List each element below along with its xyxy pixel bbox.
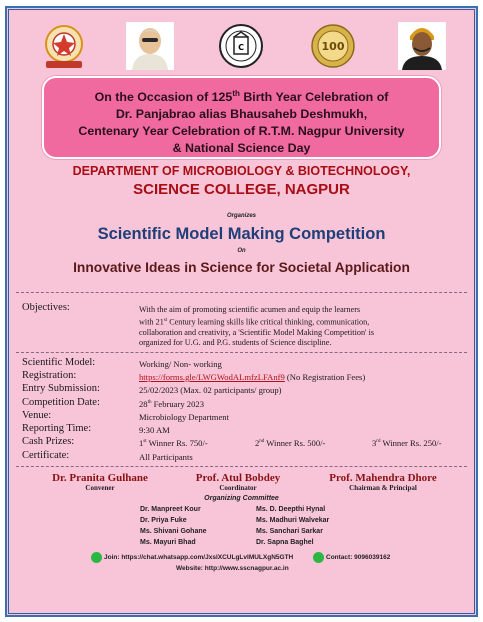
convener-role: Convener (85, 484, 115, 492)
divider-bottom (16, 466, 467, 467)
department-name: DEPARTMENT OF MICROBIOLOGY & BIOTECHNOLOGY, (72, 164, 411, 178)
committee-member: Dr. Manpreet Kour (140, 506, 201, 513)
objectives-line-3: collaboration and creativity, a 'Scientific Model Making Competition' is (139, 327, 375, 337)
banner-line-1: On the Occasion of 125th Birth Year Celebration of (94, 89, 389, 105)
divider-middle (16, 352, 467, 353)
model-value: Working/ Non- working (139, 359, 222, 369)
objectives-text (139, 305, 439, 349)
college-logo (217, 22, 265, 70)
venue-label: Venue: (22, 410, 52, 421)
event-theme: Innovative Ideas in Science for Societal Application (73, 260, 410, 275)
committee-member: Ms. Shivani Gohane (140, 528, 207, 535)
coordinator (178, 472, 298, 492)
date-label: Competition Date: (22, 397, 100, 408)
website-link[interactable]: Website: http://www.sscnagpur.ac.in (176, 565, 289, 572)
time-value: 9:30 AM (139, 425, 170, 435)
committee-member: Dr. Sapna Baghel (256, 539, 314, 546)
phone-icon (313, 552, 324, 563)
banner-line-2: Dr. Panjabrao alias Bhausaheb Deshmukh, (115, 107, 368, 122)
entry-value: 25/02/2023 (Max. 02 participants/ group) (139, 385, 282, 395)
committee-member: Ms. Madhuri Walvekar (256, 517, 330, 524)
portrait-photo-left (126, 22, 174, 70)
time-label: Reporting Time: (22, 423, 92, 434)
entry-label: Entry Submission: (22, 383, 100, 394)
organizes-label: Organizes (226, 213, 256, 219)
principal (308, 472, 458, 492)
objectives-label: Objectives: (22, 302, 70, 313)
prize-3: 3rd Winner Rs. 250/- (372, 438, 442, 448)
university-emblem-logo (40, 22, 88, 70)
divider-top (16, 292, 467, 293)
committee-member: Ms. Sanchari Sarkar (256, 528, 323, 535)
whatsapp-link[interactable]: Join: https://chat.whatsapp.com/JxslXCULgLvIMULXgN5GTH (104, 554, 294, 561)
principal-role: Chairman & Principal (349, 484, 417, 492)
event-title: Scientific Model Making Competition (97, 225, 386, 243)
prize-2: 2nd Winner Rs. 500/- (255, 438, 326, 448)
banner-line-4: & National Science Day (172, 141, 311, 156)
whatsapp-icon (91, 552, 102, 563)
prize-1: 1st Winner Rs. 750/- (139, 438, 208, 448)
svg-text:C: C (238, 43, 244, 52)
objectives-line-1: With the aim of promoting scientific acumen and equip the learners (139, 305, 361, 314)
convener-name: Dr. Pranita Gulhane (52, 472, 148, 484)
occasion-banner (42, 76, 441, 159)
model-label: Scientific Model: (22, 357, 96, 368)
coordinator-name: Prof. Atul Bobdey (195, 472, 281, 484)
objectives-line-4: organized for U.G. and P.G. students of Science discipline. (139, 338, 332, 348)
certificate-label: Certificate: (22, 450, 70, 461)
certificate-value: All Participants (139, 452, 193, 462)
objectives-line-2: with 21st Century learning skills like critical thinking, communication, (139, 317, 370, 327)
contact-number: Contact: 9096039162 (326, 554, 391, 561)
committee-member: Ms. Mayuri Bhad (140, 539, 196, 546)
college-name: SCIENCE COLLEGE, NAGPUR (133, 181, 350, 198)
banner-line-3: Centenary Year Celebration of R.T.M. Nagpur University (78, 124, 405, 139)
portrait-photo-right (398, 22, 446, 70)
svg-text:100: 100 (321, 40, 345, 53)
venue-value: Microbiology Department (139, 412, 229, 422)
committee-member: Ms. D. Deepthi Hynal (256, 506, 326, 513)
coordinator-role: Coordinator (219, 484, 257, 492)
principal-name: Prof. Mahendra Dhore (329, 472, 437, 484)
convener (40, 472, 160, 492)
registration-value: https://forms.gle/LWGWodALmfzLFAnf9 (No Registration Fees) (139, 372, 366, 382)
prizes-label: Cash Prizes: (22, 436, 75, 447)
date-value: 28th February 2023 (139, 399, 204, 409)
centenary-seal-logo (309, 22, 357, 70)
registration-label: Registration: (22, 370, 77, 381)
on-label: On (237, 248, 246, 254)
committee-title: Organizing Committee (204, 495, 279, 502)
committee-member: Dr. Priya Fuke (140, 517, 187, 524)
registration-link[interactable]: https://forms.gle/LWGWodALmfzLFAnf9 (139, 372, 285, 382)
